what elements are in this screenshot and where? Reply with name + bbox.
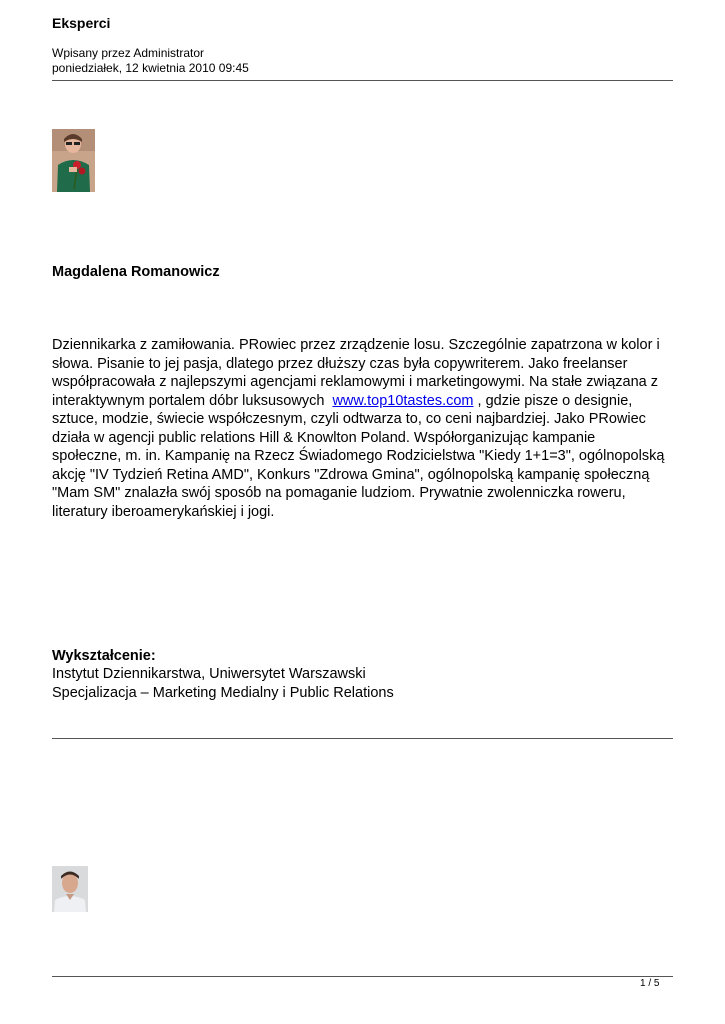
bio-line: sztuce, modzie, świecie współczesnym, czyli odtwarza to, co ceni najbardziej. Jako PRowiec	[52, 411, 646, 427]
date-line: poniedziałek, 12 kwietnia 2010 09:45	[52, 61, 249, 75]
bio-line: współpracowała z najlepszymi agencjami reklamowymi i marketingowymi. Na stałe związana z	[52, 374, 658, 390]
portrait-man-image	[52, 866, 88, 912]
expert-name: Magdalena Romanowicz	[52, 264, 220, 280]
expert-bio	[52, 336, 682, 521]
bio-line: społeczne, m. in. Kampanię na Rzecz Świadomego Rodzicielstwa "Kiedy 1+1=3", ogólnopolską	[52, 448, 665, 464]
education-item: Specjalizacja – Marketing Medialny i Public Relations	[52, 685, 394, 701]
bio-line-with-link	[52, 392, 682, 411]
author-line: Wpisany przez Administrator	[52, 46, 205, 60]
bio-line: słowa. Pisanie to jej pasja, dlatego przez dłuższy czas była copywriterem. Jako freelanser	[52, 355, 628, 372]
bio-line: akcję "IV Tydzień Retina AMD", Konkurs "Zdrowa Gmina", ogólnopolską kampanię społeczną	[52, 466, 650, 483]
expert-photo-magdalena	[52, 129, 95, 192]
bio-text: interaktywnym portalem dóbr luksusowych	[52, 392, 325, 409]
section-divider	[52, 738, 673, 739]
top10tastes-link[interactable]: www.top10tastes.com	[332, 392, 474, 409]
bio-text: , gdzie pisze o designie,	[477, 392, 633, 409]
header-divider	[52, 80, 673, 81]
bio-line: literatury iberoamerykańskiej i jogi.	[52, 503, 275, 520]
expert-photo-2	[52, 866, 88, 912]
bio-line: działa w agencji public relations Hill & Knowlton Poland. Współorganizując kampanie	[52, 429, 596, 446]
bio-line: "Mam SM" znalazła swój sposób na pomaganie ludziom. Prywatnie zwolenniczka roweru,	[52, 485, 626, 501]
education-heading: Wykształcenie:	[52, 648, 156, 664]
education-item: Instytut Dziennikarstwa, Uniwersytet Warszawski	[52, 666, 366, 682]
page-title: Eksperci	[52, 15, 111, 31]
footer-divider	[52, 976, 673, 977]
page-number: 1 / 5	[640, 978, 660, 989]
portrait-woman-image	[52, 129, 95, 192]
bio-line: Dziennikarka z zamiłowania. PRowiec przez zrządzenie losu. Szczególnie zapatrzona w kolor i	[52, 337, 660, 353]
